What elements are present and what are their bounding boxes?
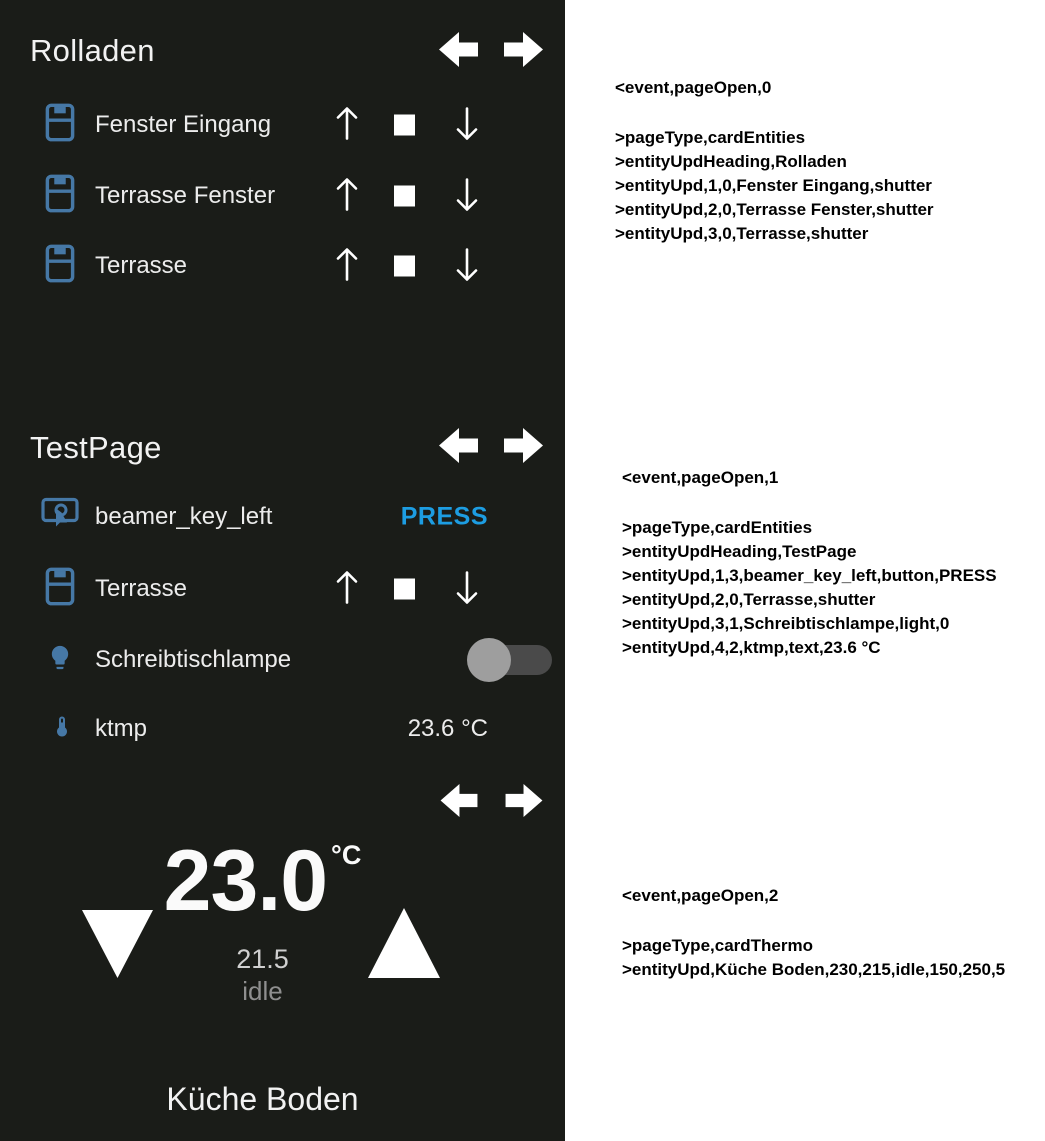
entity-name: ktmp (95, 715, 148, 742)
shutter-stop-button[interactable] (394, 256, 415, 277)
log-line: >entityUpd,1,3,beamer_key_left,button,PRESS (622, 566, 997, 585)
arrow-down-icon (456, 595, 478, 610)
window-shutter-icon (45, 244, 75, 288)
log-line: >entityUpd,2,0,Terrasse Fenster,shutter (615, 200, 934, 219)
shutter-stop-button[interactable] (394, 115, 415, 136)
log-line: >entityUpd,Küche Boden,230,215,idle,150,250,5 (622, 960, 1006, 979)
stop-square-icon (394, 256, 415, 277)
shutter-down-button[interactable] (456, 246, 478, 287)
prev-page-button[interactable] (439, 31, 478, 68)
arrow-down-icon (456, 131, 478, 146)
arrow-right-icon (504, 31, 543, 68)
target-temperature: 21.5 (236, 944, 289, 974)
shutter-down-button[interactable] (456, 105, 478, 146)
shutter-down-button[interactable] (456, 176, 478, 217)
log-line: >pageType,cardEntities (622, 518, 813, 537)
gesture-tap-button-icon (40, 496, 80, 539)
entity-row (0, 554, 565, 624)
prev-page-button[interactable] (439, 427, 478, 464)
thermostat-name: Küche Boden (166, 1081, 359, 1117)
arrow-right-icon (505, 783, 544, 818)
next-page-button[interactable] (504, 427, 543, 464)
log-event-line: <event,pageOpen,1 (622, 468, 779, 487)
log-line: >entityUpd,4,2,ktmp,text,23.6 °C (622, 638, 881, 657)
window-shutter-icon (45, 567, 75, 611)
serial-log-page2 (622, 884, 1005, 982)
shutter-stop-button[interactable] (394, 579, 415, 600)
prev-page-button[interactable] (440, 782, 479, 819)
arrow-left-icon (439, 31, 478, 68)
arrow-up-icon (336, 272, 358, 287)
entity-name: beamer_key_left (95, 503, 273, 530)
entity-row (0, 161, 565, 231)
shutter-stop-button[interactable] (394, 186, 415, 207)
next-page-button[interactable] (505, 782, 544, 819)
entity-row (0, 482, 565, 552)
log-line: >entityUpd,1,0,Fenster Eingang,shutter (615, 176, 932, 195)
log-line: >pageType,cardThermo (622, 936, 813, 955)
card-thermo (0, 760, 565, 1141)
log-line: >entityUpd,3,0,Terrasse,shutter (615, 224, 869, 243)
next-page-button[interactable] (504, 31, 543, 68)
log-line: >pageType,cardEntities (615, 128, 806, 147)
page-title: TestPage (30, 430, 162, 465)
stop-square-icon (394, 115, 415, 136)
entity-name: Schreibtischlampe (95, 646, 292, 673)
log-line: >entityUpd,3,1,Schreibtischlampe,light,0 (622, 614, 950, 633)
arrow-down-icon (456, 272, 478, 287)
log-line: >entityUpdHeading,TestPage (622, 542, 857, 561)
current-temperature (115, 833, 410, 929)
current-temperature-value: 23.0 (163, 833, 328, 929)
arrow-down-icon (456, 202, 478, 217)
window-shutter-icon (45, 174, 75, 218)
arrow-right-icon (504, 427, 543, 464)
arrow-up-icon (336, 131, 358, 146)
window-shutter-icon (45, 103, 75, 147)
thermometer-icon (50, 712, 74, 747)
arrow-left-icon (439, 427, 478, 464)
page-title: Rolladen (30, 33, 155, 68)
shutter-up-button[interactable] (336, 569, 358, 610)
entity-name: Terrasse Fenster (95, 182, 276, 209)
log-line: >entityUpd,2,0,Terrasse,shutter (622, 590, 876, 609)
entity-value: 23.6 °C (407, 715, 488, 742)
shutter-up-button[interactable] (336, 176, 358, 217)
entity-name: Terrasse (95, 252, 188, 279)
log-event-line: <event,pageOpen,0 (615, 78, 772, 97)
press-button[interactable]: PRESS (400, 502, 488, 531)
entity-row (0, 694, 565, 764)
serial-log-page1 (622, 466, 997, 660)
entity-name: Fenster Eingang (95, 111, 272, 138)
entity-row (0, 231, 565, 301)
entity-row (0, 625, 565, 695)
toggle-knob (467, 638, 511, 682)
card-rolladen (0, 0, 565, 380)
shutter-down-button[interactable] (456, 569, 478, 610)
light-toggle[interactable] (467, 638, 552, 682)
serial-log-page0 (615, 76, 934, 246)
arrow-left-icon (440, 783, 479, 818)
card-testpage (0, 380, 565, 760)
temperature-unit: °C (331, 840, 362, 870)
hvac-state: idle (242, 976, 283, 1006)
stop-square-icon (394, 186, 415, 207)
shutter-up-button[interactable] (336, 246, 358, 287)
shutter-up-button[interactable] (336, 105, 358, 146)
lightbulb-icon (46, 642, 74, 678)
entity-name: Terrasse (95, 575, 188, 602)
log-event-line: <event,pageOpen,2 (622, 886, 779, 905)
log-line: >entityUpdHeading,Rolladen (615, 152, 847, 171)
stop-square-icon (394, 579, 415, 600)
arrow-up-icon (336, 202, 358, 217)
entity-row (0, 90, 565, 160)
arrow-up-icon (336, 595, 358, 610)
